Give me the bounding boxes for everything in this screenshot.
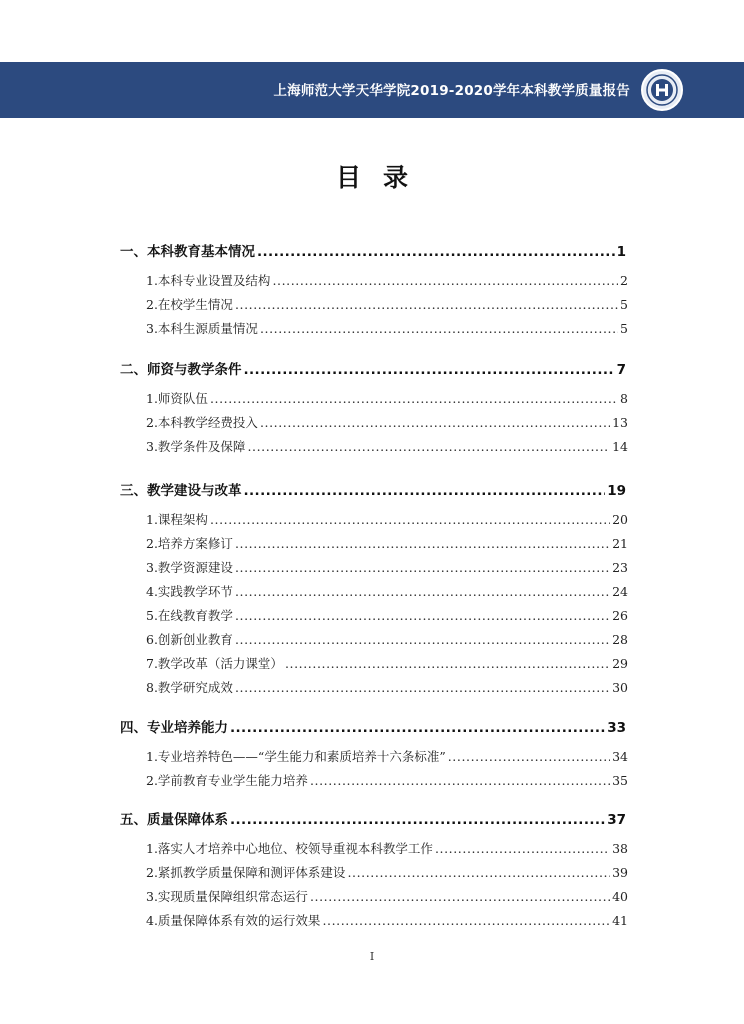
dot-leader (310, 773, 610, 788)
toc-section[interactable] (120, 808, 626, 828)
toc-item-title: 3.教学条件及保障 (146, 439, 246, 454)
dot-leader (310, 889, 610, 904)
toc-item[interactable] (146, 271, 628, 289)
toc-item[interactable] (146, 558, 628, 576)
toc-item-title: 3.实现质量保障组织常态运行 (146, 889, 308, 904)
toc-item[interactable] (146, 747, 628, 765)
toc-item-page: 35 (612, 773, 628, 788)
toc-item-title: 4.质量保障体系有效的运行效果 (146, 913, 321, 928)
toc-item-page: 39 (612, 865, 628, 880)
toc-item-page: 40 (612, 889, 628, 904)
dot-leader (235, 608, 610, 623)
toc-item-page: 14 (612, 439, 628, 454)
toc-item-title: 5.在线教育教学 (146, 608, 233, 623)
dot-leader (210, 512, 610, 527)
toc-item-page: 5 (620, 321, 628, 336)
dot-leader (235, 560, 610, 575)
toc-item-page: 38 (612, 841, 628, 856)
toc-section-title: 二、师资与教学条件 (120, 362, 242, 378)
dot-leader (230, 720, 605, 736)
toc-item-title: 1.课程架构 (146, 512, 208, 527)
toc-item-title: 2.培养方案修订 (146, 536, 233, 551)
toc-item-title: 2.学前教育专业学生能力培养 (146, 773, 308, 788)
toc-item[interactable] (146, 606, 628, 624)
dot-leader (322, 913, 610, 928)
toc-section-page: 1 (616, 244, 626, 260)
toc-item-title: 7.教学改革（活力课堂） (146, 656, 283, 671)
toc-item[interactable] (146, 654, 628, 672)
toc-item-title: 3.教学资源建设 (146, 560, 233, 575)
toc-item[interactable] (146, 582, 628, 600)
toc-section-title: 五、质量保障体系 (120, 812, 228, 828)
toc-item[interactable] (146, 678, 628, 696)
dot-leader (347, 865, 610, 880)
university-seal-icon (640, 68, 684, 112)
toc-section-page: 7 (616, 362, 626, 378)
toc-item[interactable] (146, 510, 628, 528)
toc-item[interactable] (146, 630, 628, 648)
toc-item-page: 13 (612, 415, 628, 430)
toc-heading: 目录 (335, 163, 430, 192)
toc-section-title: 四、专业培养能力 (120, 720, 228, 736)
toc-item-page: 29 (612, 656, 628, 671)
toc-item-page: 28 (612, 632, 628, 647)
toc-item-title: 2.紧抓教学质量保障和测评体系建设 (146, 865, 346, 880)
toc-section-page: 19 (607, 483, 626, 499)
dot-leader (235, 297, 618, 312)
toc-item-title: 6.创新创业教育 (146, 632, 233, 647)
toc-item[interactable] (146, 534, 628, 552)
toc-item[interactable] (146, 319, 628, 337)
toc-item-page: 21 (612, 536, 628, 551)
toc-item-title: 4.实践教学环节 (146, 584, 233, 599)
toc-item-page: 20 (612, 512, 628, 527)
toc-section[interactable] (120, 358, 626, 378)
toc-item-title: 1.落实人才培养中心地位、校领导重视本科教学工作 (146, 841, 433, 856)
dot-leader (260, 415, 610, 430)
toc-item[interactable] (146, 771, 628, 789)
toc-item-page: 8 (620, 391, 628, 406)
dot-leader (272, 273, 618, 288)
toc-section-page: 37 (607, 812, 626, 828)
dot-leader (435, 841, 610, 856)
toc-item-page: 24 (612, 584, 628, 599)
toc-item-title: 8.教学研究成效 (146, 680, 233, 695)
toc-item[interactable] (146, 437, 628, 455)
toc-item-page: 2 (620, 273, 628, 288)
report-title: 上海师范大学天华学院2019-2020学年本科教学质量报告 (273, 83, 630, 99)
toc-item-page: 41 (612, 913, 628, 928)
toc-item-page: 34 (612, 749, 628, 764)
dot-leader (260, 321, 618, 336)
toc-item-title: 1.专业培养特色——“学生能力和素质培养十六条标准” (146, 749, 446, 764)
toc-section[interactable] (120, 479, 626, 499)
toc-item-title: 3.本科生源质量情况 (146, 321, 258, 336)
toc-item-page: 30 (612, 680, 628, 695)
dot-leader (244, 362, 615, 378)
toc-item[interactable] (146, 413, 628, 431)
dot-leader (235, 632, 610, 647)
dot-leader (257, 244, 615, 260)
dot-leader (230, 812, 605, 828)
toc-item[interactable] (146, 863, 628, 881)
dot-leader (285, 656, 610, 671)
dot-leader (247, 439, 610, 454)
dot-leader (235, 584, 610, 599)
toc-item-title: 2.本科教学经费投入 (146, 415, 258, 430)
page-number: I (369, 950, 375, 963)
toc-item-page: 26 (612, 608, 628, 623)
toc-section-page: 33 (607, 720, 626, 736)
toc-item-title: 1.本科专业设置及结构 (146, 273, 271, 288)
toc-section-title: 三、教学建设与改革 (120, 483, 242, 499)
toc-item-page: 23 (612, 560, 628, 575)
toc-section[interactable] (120, 240, 626, 260)
toc-item-page: 5 (620, 297, 628, 312)
toc-section[interactable] (120, 716, 626, 736)
toc-item[interactable] (146, 887, 628, 905)
dot-leader (244, 483, 606, 499)
dot-leader (235, 680, 610, 695)
header-banner (0, 62, 744, 118)
toc-item[interactable] (146, 295, 628, 313)
toc-item-title: 2.在校学生情况 (146, 297, 233, 312)
toc-item-title: 1.师资队伍 (146, 391, 208, 406)
toc-item[interactable] (146, 911, 628, 929)
toc-item[interactable] (146, 389, 628, 407)
dot-leader (235, 536, 610, 551)
toc-section-title: 一、本科教育基本情况 (120, 244, 255, 260)
toc-item[interactable] (146, 839, 628, 857)
dot-leader (210, 391, 618, 406)
dot-leader (448, 749, 610, 764)
